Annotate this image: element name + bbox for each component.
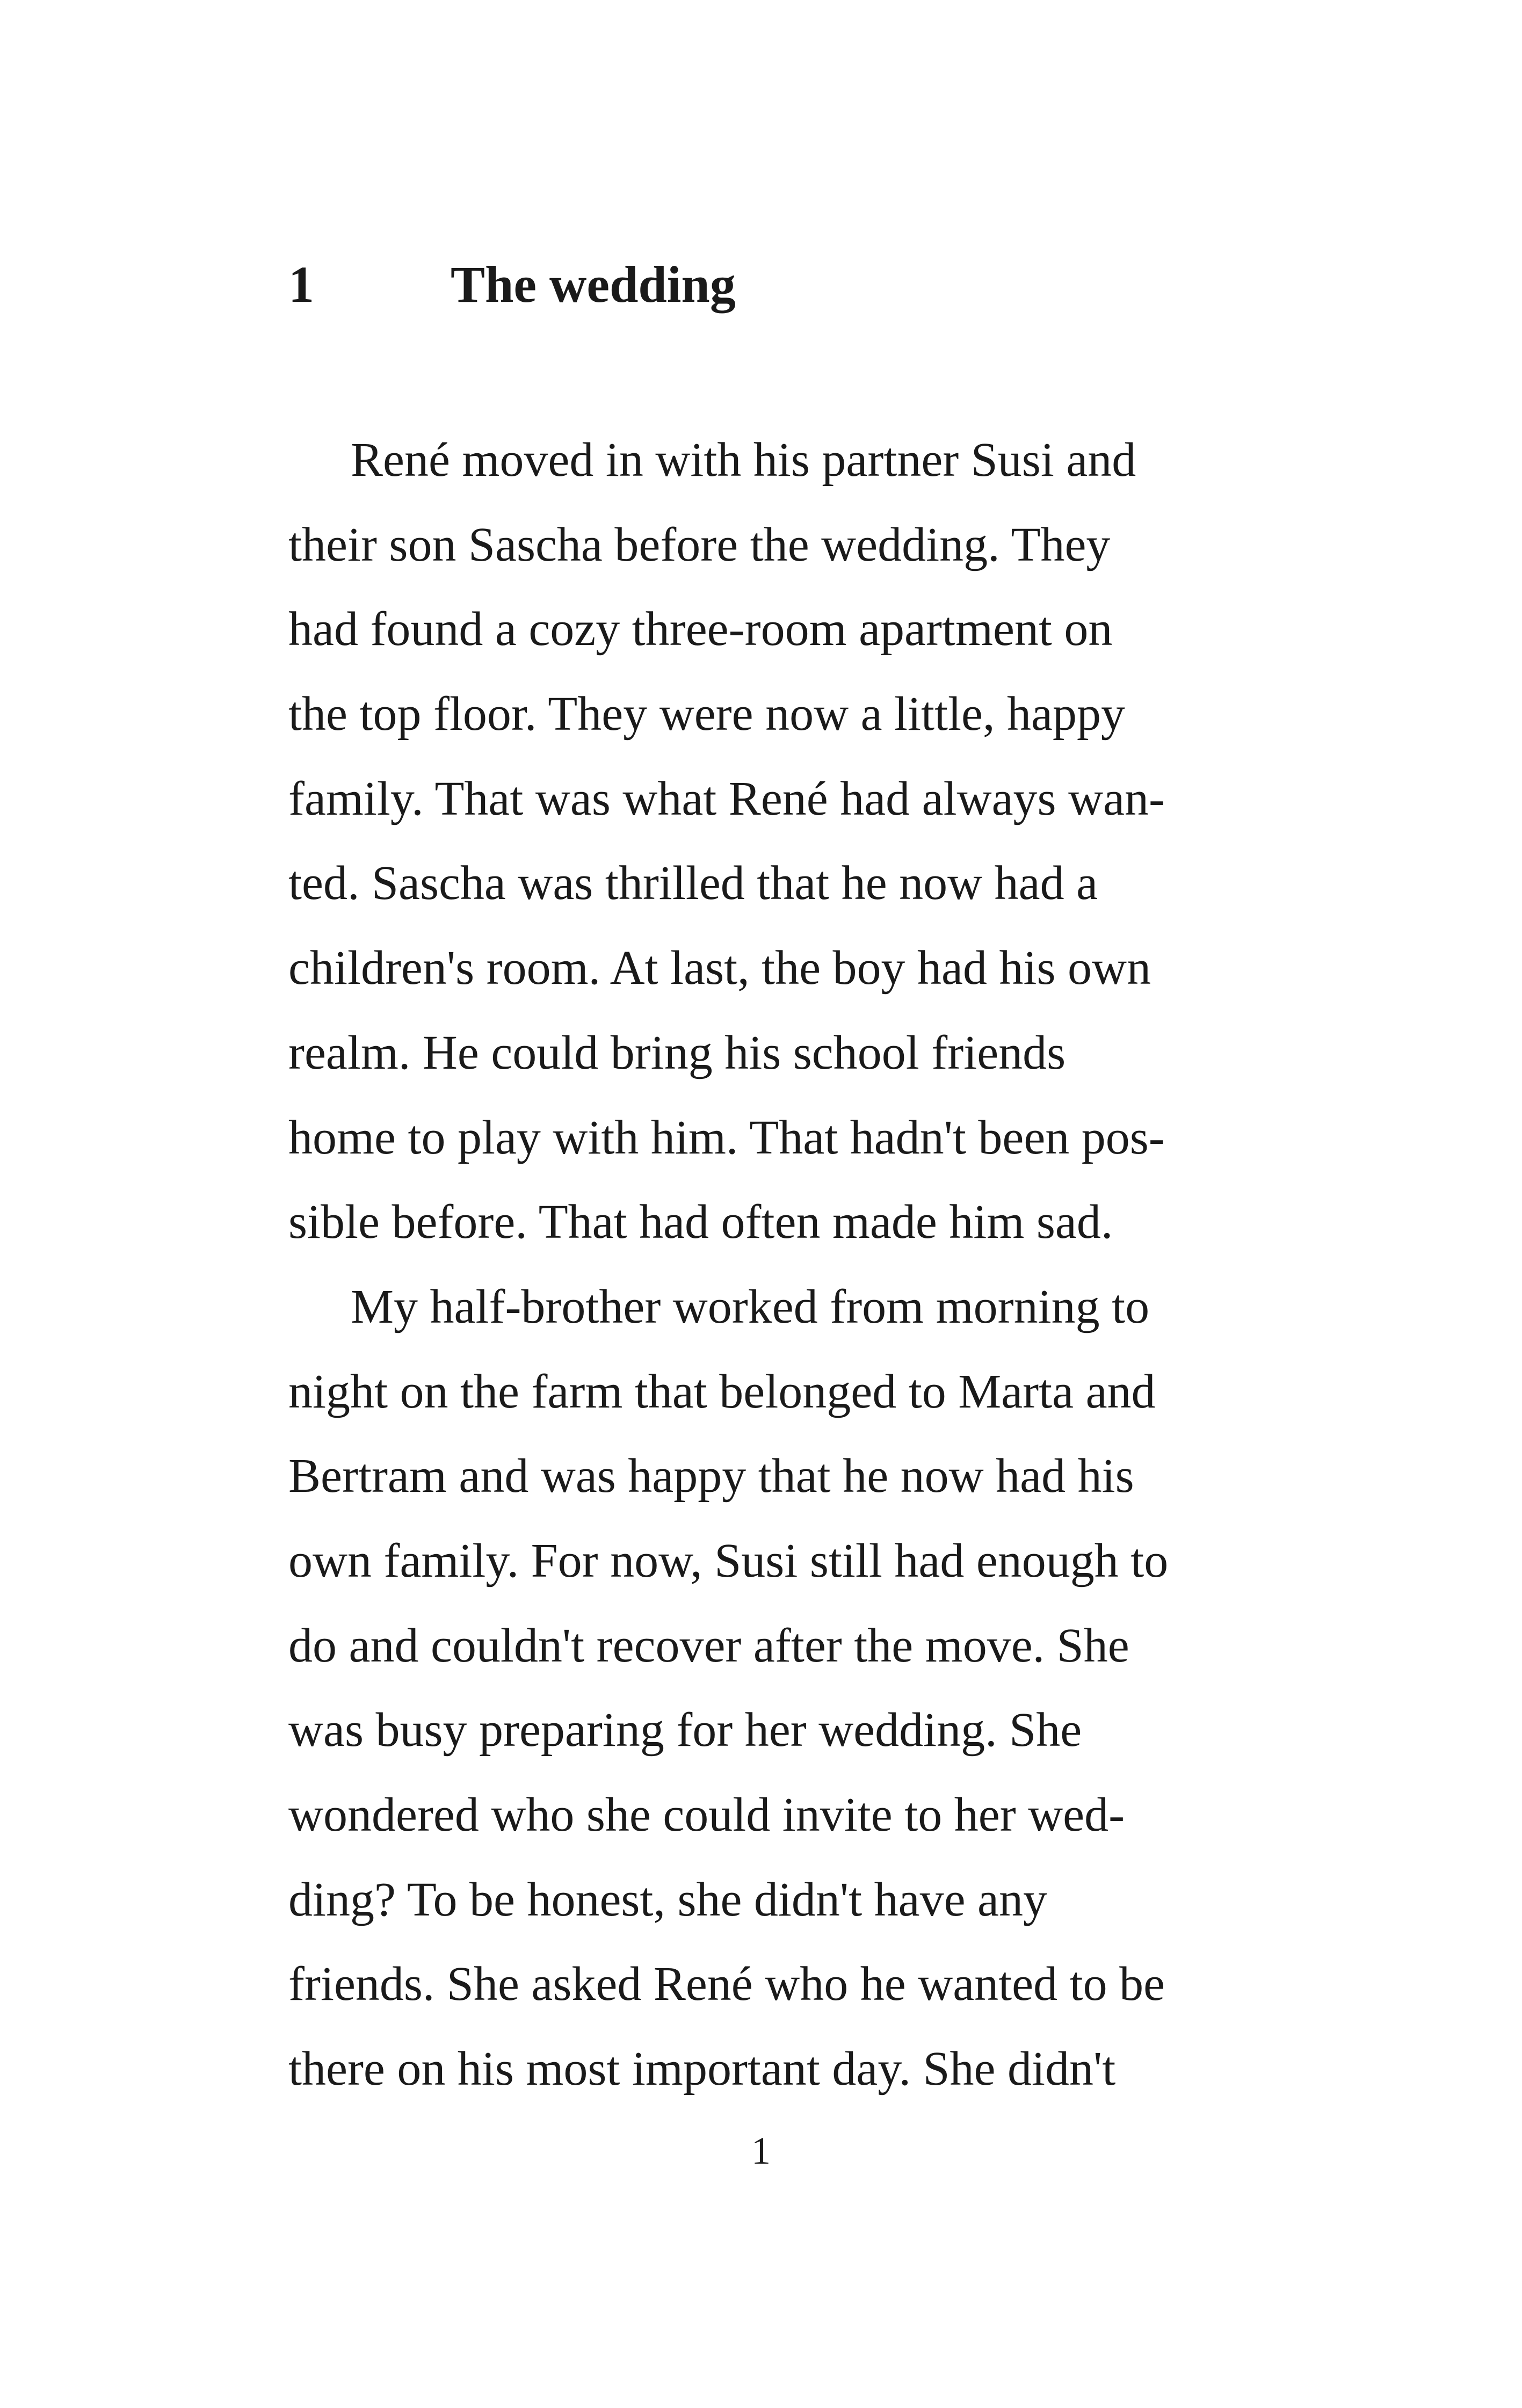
chapter-heading: [288, 252, 736, 317]
text-line: friends. She asked René who he wanted to be: [288, 1957, 1165, 2011]
text-line: sible before. That had often made him sad.: [288, 1195, 1113, 1249]
text-line: their son Sascha before the wedding. They: [288, 518, 1111, 571]
text-line: René moved in with his partner Susi and: [351, 433, 1136, 487]
body-text: [288, 418, 1320, 2112]
text-line: Bertram and was happy that he now had his: [288, 1449, 1134, 1503]
text-line: home to play with him. That hadn't been pos-: [288, 1111, 1165, 1164]
chapter-number: 1: [288, 256, 314, 313]
text-line: realm. He could bring his school friends: [288, 1026, 1066, 1079]
text-line: the top floor. They were now a little, happy: [288, 687, 1125, 741]
text-line: ted. Sascha was thrilled that he now had a: [288, 857, 1098, 910]
text-line: there on his most important day. She didn't: [288, 2042, 1116, 2096]
text-line: own family. For now, Susi still had enough to: [288, 1534, 1169, 1587]
text-line: had found a cozy three-room apartment on: [288, 603, 1113, 656]
text-line: do and couldn't recover after the move. She: [288, 1619, 1129, 1672]
text-line: night on the farm that belonged to Marta and: [288, 1365, 1156, 1418]
text-line: ding? To be honest, she didn't have any: [288, 1873, 1047, 1926]
chapter-title: The wedding: [451, 256, 736, 313]
text-line: family. That was what René had always wan-: [288, 772, 1165, 825]
text-line: children's room. At last, the boy had his own: [288, 941, 1151, 995]
text-line: wondered who she could invite to her wed-: [288, 1788, 1125, 1841]
text-line: My half-brother worked from morning to: [351, 1280, 1150, 1333]
page-number: 1: [751, 2129, 771, 2172]
text-line: was busy preparing for her wedding. She: [288, 1703, 1082, 1757]
